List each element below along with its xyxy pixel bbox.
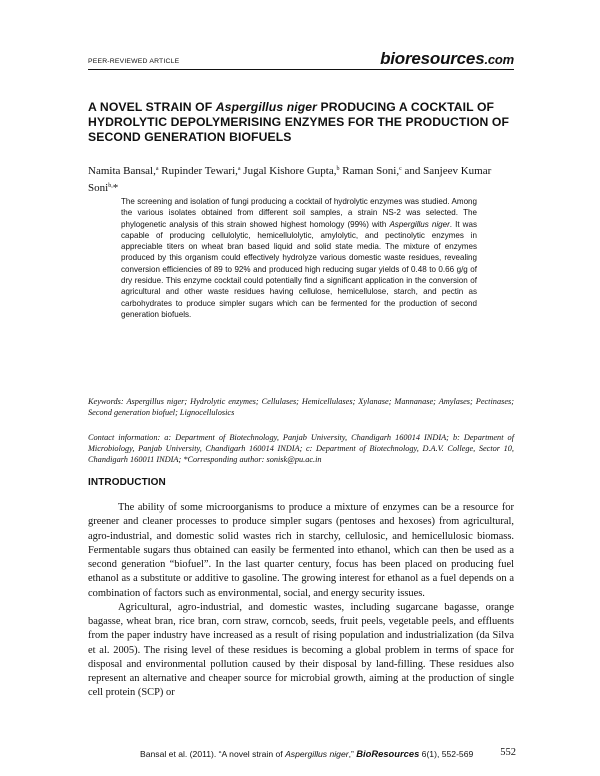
citation-sep: ,” bbox=[348, 749, 357, 759]
citation-journal: BioResources bbox=[356, 748, 420, 759]
author-1-affil: a bbox=[155, 166, 159, 172]
author-2-affil: a bbox=[237, 166, 241, 172]
author-3: Jugal Kishore Gupta, bbox=[240, 165, 337, 177]
page-footer bbox=[140, 748, 516, 759]
abstract-text-1: The screening and isolation of fungi producing a cocktail of hydrolytic enzymes was studied. Among the various isolates obtained from different soil samples, a strain NS-2 was selected. The phylogenetic analysis of this strain showed highest homology (99%) with bbox=[121, 197, 477, 229]
corresponding-marker: * bbox=[112, 182, 119, 194]
journal-brand-suffix: .com bbox=[484, 52, 514, 67]
title-part-2: PRODUCING A COCKTAIL OF HYDROLYTIC DEPOLYMERISING ENZYMES FOR THE PRODUCTION OF SECOND GENERATION BIOFUELS bbox=[88, 100, 510, 145]
abstract-text-2: . It was capable of producing cellulolytic, hemicellulolytic, amylolytic, and pectinolytic enzymes in appreciable titers on wheat bran based liquid and solid state media. The mixture of enzymes produced by this organism could effectively hydrolyze various domestic waste residues, revealing conversion efficiencies of 89 to 92% and produced high reducing sugar yields of 0.48 to 0.66 g/g of dry residue. This enzyme cocktail could potentially find a significant application in the conversion of agricultural and other waste residues having cellulose, hemicellulose, starch, and pectin as carbohydrates to produce simpler sugars which can be fermented for the production of second generation biofuels. bbox=[121, 219, 477, 319]
author-5: and Sanjeev Kumar Soni bbox=[88, 165, 492, 194]
peer-reviewed-label: PEER-REVIEWED ARTICLE bbox=[88, 58, 180, 65]
journal-brand bbox=[380, 49, 514, 69]
title-part-1: A NOVEL STRAIN OF bbox=[88, 100, 216, 114]
paragraph-2: Agricultural, agro-industrial, and domestic wastes, including sugarcane bagasse, orange bagasse, wheat bran, rice bran, corn straw, corncob, seeds, fruit peels, vegetable peels, and effluents from the paper industry have increased as a result of rising population and industrialization (da Silva et al. 2005). The rising level of these residues is becoming a global problem in terms of space for disposal and environmental pollution caused by their disposal by land-filling. These residues also represent an alternative and cheaper source for microbial growth, aiming at the production of single cell protein (SCP) or bbox=[88, 601, 514, 699]
author-4-affil: c bbox=[399, 166, 402, 172]
author-3-affil: b bbox=[336, 166, 340, 172]
introduction-body bbox=[88, 501, 514, 701]
author-4: Raman Soni, bbox=[339, 165, 400, 177]
citation-volume: 6(1), 552-569 bbox=[419, 749, 474, 759]
journal-brand-name: bioresources bbox=[380, 49, 485, 68]
paragraph-1: The ability of some microorganisms to produce a mixture of enzymes can be a resource for greener and cleaner processes to produce simpler sugars (pentoses and hexoses) from agricultural, agro-industrial, and domestic solid wastes rich in starchy, cellulosic, and hemicellulosic biomass. Fermentable sugars thus obtained can easily be fermented into ethanol, which can then be used as a second generation “biofuel”. In the last quarter century, focus has been placed on producing fuel ethanol as a substitute or additive to gasoline. The growing interest for ethanol as a fuel depends on a combination of factors such as environmental, social, and energy security issues. bbox=[88, 502, 514, 599]
citation-species: Aspergillus niger bbox=[285, 749, 349, 759]
author-list bbox=[88, 162, 518, 196]
article-title bbox=[88, 100, 518, 146]
contact-information: Contact information: a: Department of Biotechnology, Panjab University, Chandigarh 160014 INDIA; b: Department of Microbiology, Panjab University, Chandigarh 160014 INDIA; c: Department of Biotechnology, D.A.V. College, Sector 10, Chandigarh 160011 INDIA; *Corresponding author: sonisk@pu.ac.in bbox=[88, 433, 514, 465]
title-species: Aspergillus niger bbox=[215, 100, 318, 114]
page-number: 552 bbox=[500, 747, 516, 758]
citation-authors: Bansal et al. (2011). “A novel strain of bbox=[140, 749, 286, 759]
author-1: Namita Bansal, bbox=[88, 165, 156, 177]
keywords: Keywords: Aspergillus niger; Hydrolytic enzymes; Cellulases; Hemicellulases; Xylanase; Mannanase; Amylases; Pectinases; Second generation biofuel; Lignocellulosics bbox=[88, 397, 514, 417]
author-5-affil: b, bbox=[108, 183, 113, 189]
footer-citation bbox=[140, 748, 473, 759]
abstract-species: Aspergillus niger bbox=[389, 219, 450, 229]
section-heading-introduction: INTRODUCTION bbox=[88, 477, 166, 488]
header-rule bbox=[88, 69, 514, 70]
abstract bbox=[121, 196, 477, 320]
author-2: Rupinder Tewari, bbox=[158, 165, 238, 177]
